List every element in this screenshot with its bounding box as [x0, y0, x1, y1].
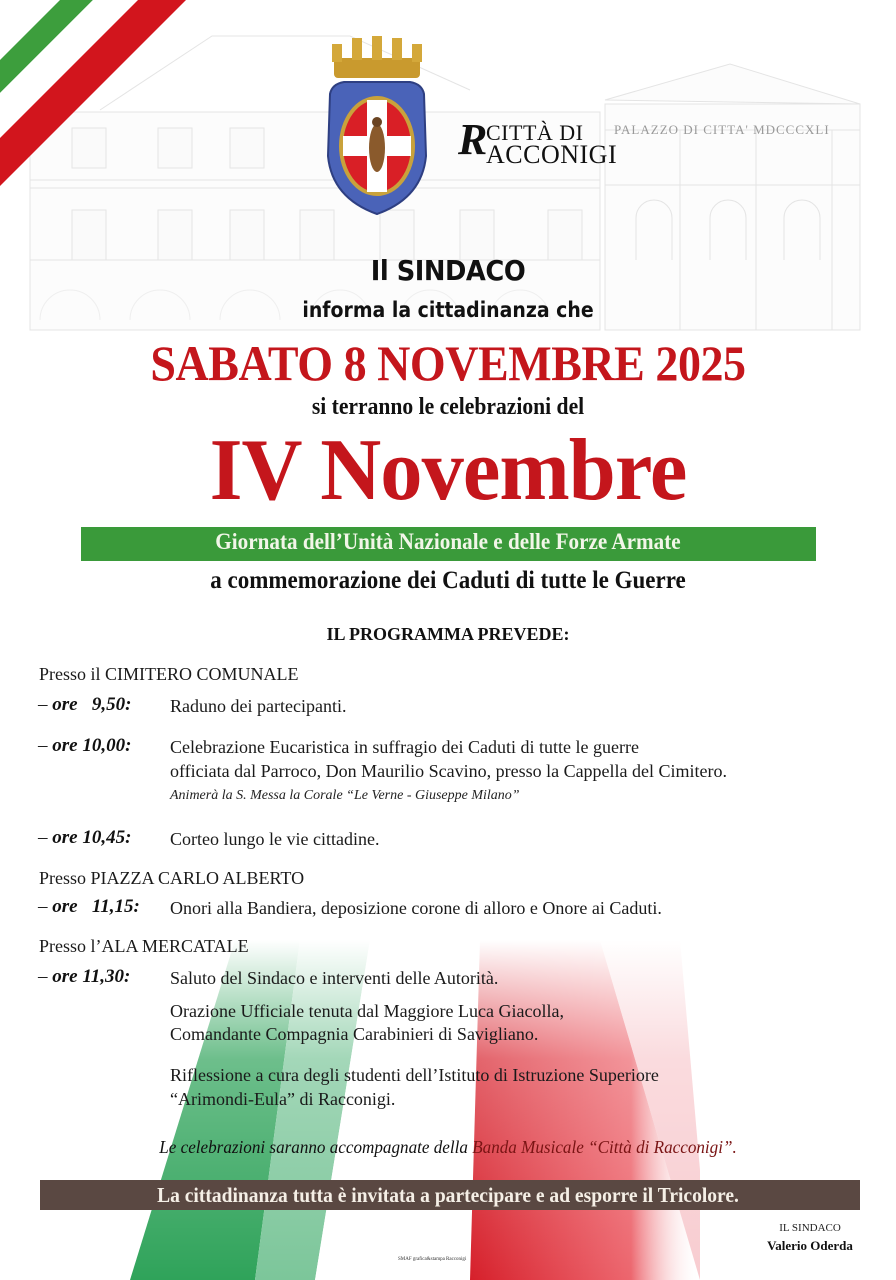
program-desc: Onori alla Bandiera, deposizione corone di alloro e Onore ai Caduti. — [170, 898, 662, 918]
event-subtitle: Giornata dell’Unità Nazionale e delle Forze Armate — [215, 529, 681, 554]
program-time: – ore 9,50: — [38, 694, 132, 715]
band-accompaniment: Le celebrazioni saranno accompagnate della Banda Musicale “Città di Racconigi”. — [159, 1137, 737, 1157]
palace-inscription: PALAZZO DI CITTA' MDCCCXLI — [614, 122, 830, 137]
program-desc: “Arimondi-Eula” di Racconigi. — [170, 1089, 396, 1109]
place-ala-mercatale: Presso l’ALA MERCATALE — [39, 936, 249, 956]
program-desc: officiata dal Parroco, Don Maurilio Scavino, presso la Cappella del Cimitero. — [170, 761, 728, 781]
program-desc: Riflessione a cura degli studenti dell’Istituto di Istruzione Superiore — [170, 1065, 659, 1085]
event-date: SABATO 8 NOVEMBRE 2025 — [150, 335, 746, 391]
invite-text: La cittadinanza tutta è invitata a partecipare e ad esporre il Tricolore. — [157, 1183, 739, 1207]
headline-terranno: si terranno le celebrazioni del — [311, 394, 585, 420]
program-desc: Celebrazione Eucaristica in suffragio dei Caduti di tutte le guerre — [170, 737, 639, 757]
program-note: Animerà la S. Messa la Corale “Le Verne - Giuseppe Milano” — [170, 788, 520, 803]
program-time: – ore 11,30: — [38, 966, 131, 987]
program-desc: Orazione Ufficiale tenuta dal Maggiore Luca Giacolla, — [170, 1001, 564, 1021]
program-desc: Saluto del Sindaco e interventi delle Autorità. — [170, 968, 499, 988]
program-desc: Raduno dei partecipanti. — [170, 696, 347, 716]
signature-name: Valerio Oderda — [767, 1238, 853, 1253]
program-time: – ore 11,15: — [38, 896, 140, 917]
program-title: IL PROGRAMMA PREVEDE: — [326, 624, 570, 644]
place-piazza: Presso PIAZZA CARLO ALBERTO — [39, 868, 305, 888]
city-name: ACCONIGI — [486, 140, 618, 169]
commemoration-line: a commemorazione dei Caduti di tutte le Guerre — [210, 567, 686, 594]
place-cimitero: Presso il CIMITERO COMUNALE — [39, 664, 299, 684]
program-desc: Corteo lungo le vie cittadine. — [170, 829, 380, 849]
program-time: – ore 10,45: — [38, 827, 132, 848]
signature-title: IL SINDACO — [779, 1222, 841, 1234]
headline-sindaco: Il SINDACO — [370, 254, 526, 287]
program-desc: Comandante Compagnia Carabinieri di Savigliano. — [170, 1024, 539, 1044]
event-title: IV Novembre — [209, 422, 687, 519]
city-prefix: CITTÀ DI — [486, 120, 584, 145]
coat-of-arms-icon — [322, 36, 432, 216]
printer-credit: SMAF grafica&stampa Racconigi — [398, 1257, 467, 1262]
program-time: – ore 10,00: — [38, 735, 132, 756]
headline-informa: informa la cittadinanza che — [302, 298, 594, 322]
city-initial: R — [458, 115, 488, 164]
italian-flag-sash-icon — [0, 0, 200, 200]
